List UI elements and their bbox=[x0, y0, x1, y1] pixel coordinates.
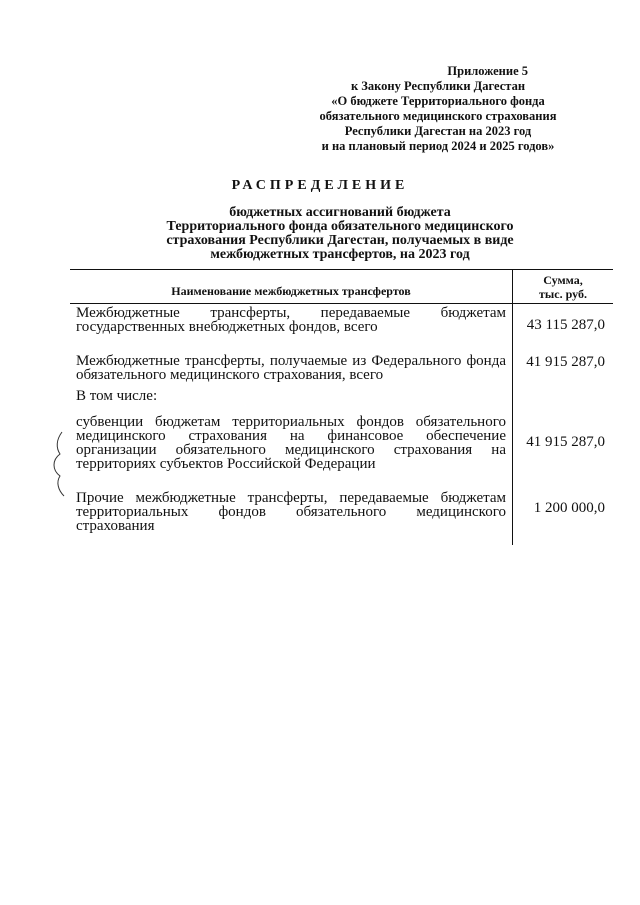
subtitle-line: межбюджетных трансфертов, на 2023 год bbox=[210, 247, 470, 262]
row-name: Прочие межбюджетные трансферты, передаваемые бюджетам территориальных фондов обязательного медицинского страхования bbox=[76, 490, 506, 534]
annex-line: к Закону Республики Дагестан bbox=[350, 79, 526, 93]
row-name: Межбюджетные трансферты, получаемые из Федерального фонда обязательного медицинского страхования, всего bbox=[76, 353, 506, 383]
row-sum bbox=[513, 389, 614, 415]
transfers-table bbox=[70, 269, 613, 545]
table-row bbox=[70, 304, 613, 355]
table-row bbox=[70, 389, 613, 415]
annex-line: обязательного медицинского страхования bbox=[319, 109, 557, 123]
annex-header bbox=[288, 64, 588, 154]
subtitle-line: бюджетных ассигнований бюджета bbox=[229, 205, 451, 220]
row-name: В том числе: bbox=[76, 388, 158, 404]
row-sum: 1 200 000,0 bbox=[513, 491, 614, 545]
annex-number: Приложение 5 bbox=[447, 64, 528, 78]
document-title: РАСПРЕДЕЛЕНИЕ bbox=[231, 178, 409, 193]
row-name: субвенции бюджетам территориальных фондов обязательного медицинского страхования на финансовое обеспечение организации обязательного медицинского страхования на территориях субъектов Российской Федерации bbox=[76, 414, 506, 472]
subtitle-line: страхования Республики Дагестан, получаемых в виде bbox=[166, 233, 514, 248]
table-row bbox=[70, 354, 613, 389]
row-sum: 41 915 287,0 bbox=[513, 415, 614, 491]
sum-header-line: тыс. руб. bbox=[539, 287, 587, 301]
annex-line: и на плановый период 2024 и 2025 годов» bbox=[321, 139, 555, 153]
column-header-sum bbox=[513, 270, 614, 304]
subtitle-line: Территориального фонда обязательного медицинского bbox=[166, 219, 514, 234]
document-subtitle bbox=[130, 206, 550, 262]
column-header-name: Наименование межбюджетных трансфертов bbox=[70, 270, 513, 304]
table-row bbox=[70, 415, 613, 491]
sum-header-line: Сумма, bbox=[543, 273, 583, 287]
row-sum: 41 915 287,0 bbox=[513, 354, 614, 389]
annex-line: «О бюджете Территориального фонда bbox=[331, 94, 545, 108]
row-name: Межбюджетные трансферты, передаваемые бюджетам государственных внебюджетных фондов, всего bbox=[76, 305, 506, 335]
row-sum: 43 115 287,0 bbox=[513, 304, 614, 355]
handwritten-bracket-mark bbox=[48, 430, 78, 500]
table-header-row bbox=[70, 270, 613, 304]
table-row bbox=[70, 491, 613, 545]
annex-line: Республики Дагестан на 2023 год bbox=[344, 124, 532, 138]
